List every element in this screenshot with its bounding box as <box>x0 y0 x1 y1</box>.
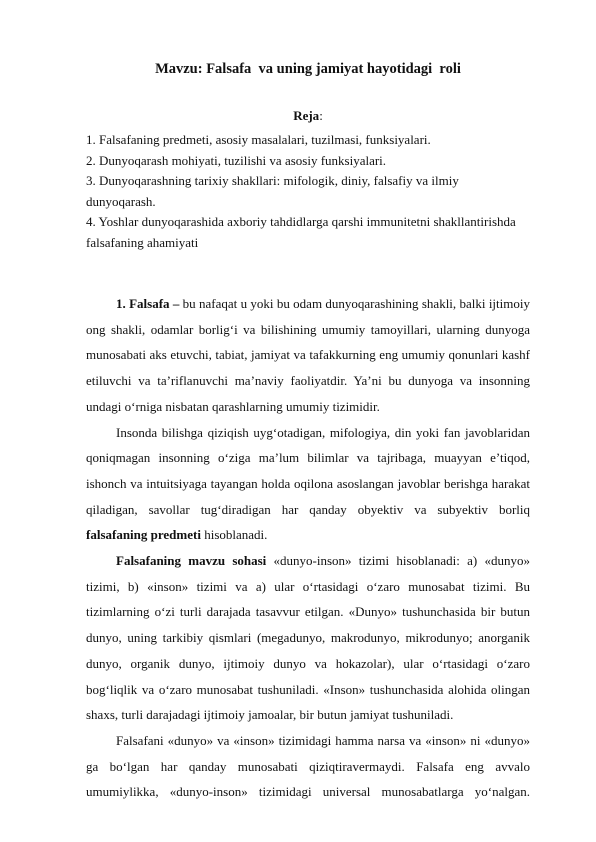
paragraph-text: «dunyo-inson» tizimi hisoblanadi: a) «dunyo» tizimi, b) «inson» tizimi va a) ular o‘rtasidagi o‘zaro munosabat tizimi. Bu tizimlarning o‘zi turli darajada tasavvur etilgan. «Dunyo» tushunchasida bir butun dunyo, uning tarkibiy qismlari (megadunyo, makrodunyo, mikrodunyo; anorganik dunyo, organik dunyo, ijtimoiy dunyo va hokazolar), ular o‘rtasidagi o‘zaro bog‘liqlik va o‘zaro munosabat tushuniladi. «Inson» tushunchasida alohida olingan shaxs, turli darajadagi ijtimoiy jamoalar, bir butun jamiyat tushuniladi. <box>86 553 530 723</box>
paragraph-text: Falsafani «dunyo» va «inson» tizimidagi hamma narsa va «inson» ni «dunyo» ga bo‘lgan har qanday munosabati qiziqtiravermaydi. Falsafa eng avvalo umumiylikka, «dunyo-inson» tizimidagi universal munosabatlarga yo‘nalgan. <box>86 732 530 800</box>
plan-heading-colon: : <box>319 108 323 123</box>
paragraph-definition <box>86 291 530 420</box>
plan-item: 1. Falsafaning predmeti, asosiy masalalari, tuzilmasi, funksiyalari. <box>86 132 431 147</box>
body-text <box>86 291 530 805</box>
paragraph-lead: 1. Falsafa – <box>116 296 180 311</box>
paragraph-text: bu nafaqat u yoki bu odam dunyoqarashining shakli, balki ijtimoiy ong shakli, odamlar borlig‘i va bilishining umumiy tamoyillari, ularning dunyoga munosabati aks etuvchi, tabiat, jamiyat va tafakkurning eng umumiy qonunlari kashf etiluvchi va ta’riflanuvchi ma’naviy faoliyatdir. Ya’ni bu dunyoga va insonning undagi o‘rniga nisbatan qarashlarning umumiy tizimidir. <box>86 296 530 414</box>
paragraph-bold-term: falsafaning predmeti <box>86 527 201 543</box>
paragraph-relations <box>86 728 530 805</box>
plan-heading <box>86 107 530 125</box>
plan-item: 3. Dunyoqarashning tarixiy shakllari: mifologik, diniy, falsafiy va ilmiy dunyoqarash. <box>86 173 459 209</box>
paragraph-lead: Falsafaning mavzu sohasi <box>116 553 267 569</box>
plan-item: 2. Dunyoqarash mohiyati, tuzilishi va asosiy funksiyalari. <box>86 152 387 168</box>
paragraph-scope <box>86 548 530 728</box>
plan-heading-label: Reja <box>293 108 320 123</box>
document-title: Mavzu: Falsafa va uning jamiyat hayotidagi roli <box>155 61 461 77</box>
plan-item: 4. Yoshlar dunyoqarashida axboriy tahdidlarga qarshi immunitetni shakllantirishda falsafaning ahamiyati <box>86 214 516 250</box>
plan-list <box>86 130 530 253</box>
paragraph-subject <box>86 420 530 549</box>
paragraph-text: Insonda bilishga qiziqish uyg‘otadigan, mifologiya, din yoki fan javoblaridan qoniqmagan insonning o‘ziga ma’lum bilimlar va tajribaga, muayyan e’tiqod, ishonch va intuitsiyaga tayangan holda oqilona asoslangan javoblar berishga harakat qiladigan, savollar tug‘diradigan har qanday obyektiv va subyektiv borliq <box>86 424 530 517</box>
paragraph-tail: hisoblanadi. <box>200 527 268 543</box>
